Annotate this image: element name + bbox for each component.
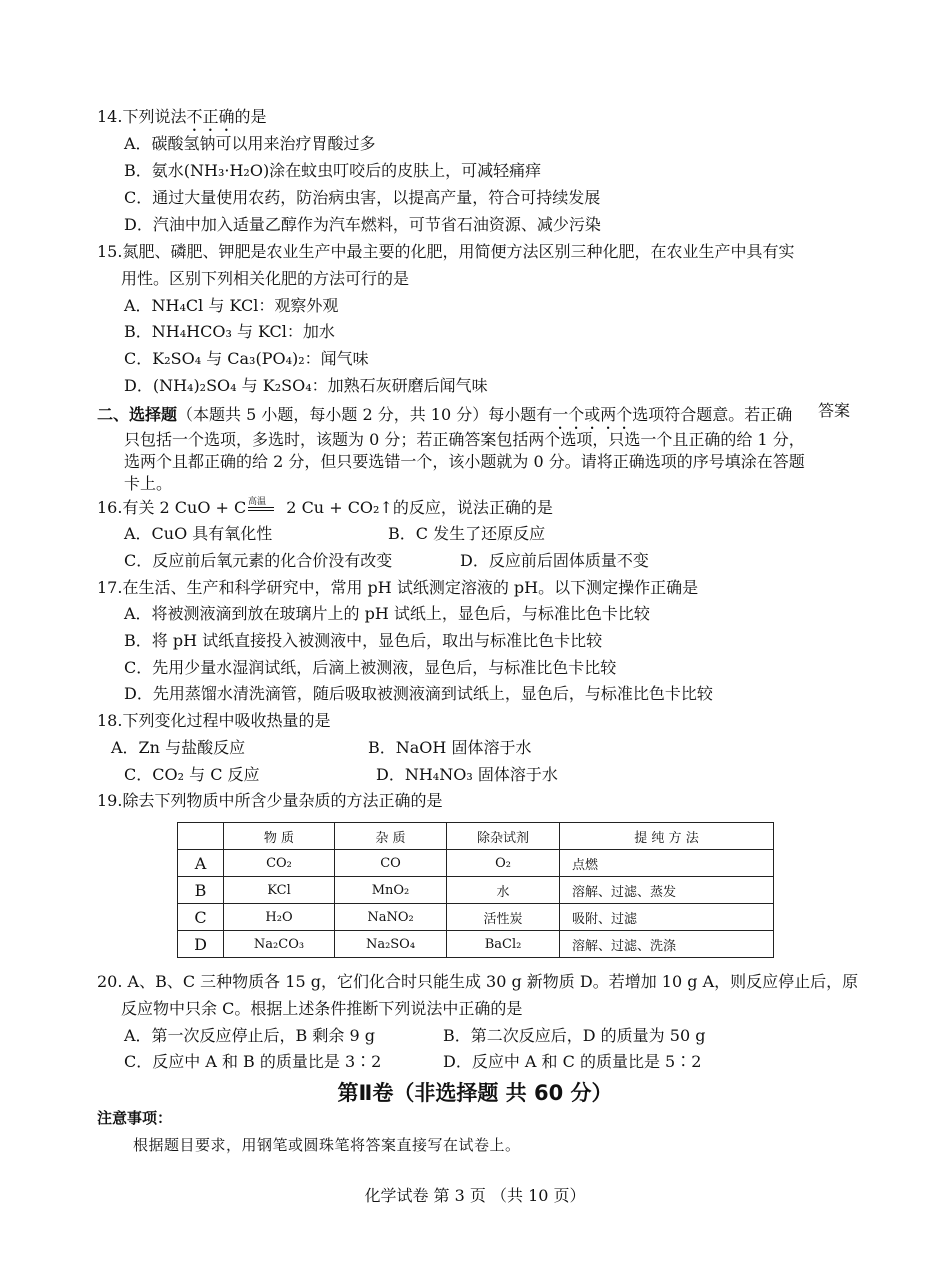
table-cell: CO [335,850,447,877]
q15-option-c: C．K₂SO₄ 与 Ca₃(PO₄)₂：闻气味 [124,349,369,368]
table-header-cell [178,823,224,850]
section2-line3: 选两个且都正确的给 2 分，但只要选错一个，该小题就为 0 分。请将正确选项的序号填涂在答题 [124,452,805,471]
table-row [178,931,774,958]
reaction-condition [248,497,274,511]
q20-option-c: C．反应中 A 和 B 的质量比是 3∶2 [124,1052,382,1071]
q20-option-b: B．第二次反应后，D 的质量为 50 g [443,1026,706,1045]
q18-option-d: D．NH₄NO₃ 固体溶于水 [376,765,558,784]
table-header-cell: 除杂试剂 [447,823,560,850]
table-header-row [178,823,774,850]
stem-text: 2 Cu + CO₂↑的反应，说法正确的是 [286,498,553,517]
q14-option-d: D．汽油中加入适量乙醇作为汽车燃料，可节省石油资源、减少污染 [124,215,601,234]
table-cell: KCl [224,877,335,904]
equals-sign [248,507,274,511]
question-20-stem-line2: 反应物中只余 C。根据上述条件推断下列说法中正确的是 [121,999,523,1018]
table-header-cell: 提 纯 方 法 [560,823,774,850]
question-17-stem: 17.在生活、生产和科学研究中，常用 pH 试纸测定溶液的 pH。以下测定操作正确是 [97,578,699,597]
section2-corner-text: 答案 [818,401,851,420]
notice-label: 注意事项： [97,1109,173,1127]
q17-option-a: A．将被测液滴到放在玻璃片上的 pH 试纸上，显色后，与标准比色卡比较 [124,604,650,623]
q18-option-a: A．Zn 与盐酸反应 [111,738,246,757]
instruction-text: 选项符合题意。若正确 [632,405,793,424]
question-19-stem: 19.除去下列物质中所含少量杂质的方法正确的是 [97,791,443,810]
q16-option-c: C．反应前后氧元素的化合价没有改变 [124,551,393,570]
q14-option-a: A．碳酸氢钠可以用来治疗胃酸过多 [124,134,376,153]
section2-line4: 卡上。 [124,474,173,493]
question-15-stem-line1: 15.氮肥、磷肥、钾肥是农业生产中最主要的化肥，用简便方法区别三种化肥，在农业生产中具有实 [97,242,795,261]
stem-text: 下列说法 [122,107,187,126]
table-cell: O₂ [447,850,560,877]
notice-text: 根据题目要求，用钢笔或圆珠笔将答案直接写在试卷上。 [133,1136,521,1154]
section2-line1 [97,405,792,433]
table-row [178,850,774,877]
table-cell: CO₂ [224,850,335,877]
section2-line2: 只包括一个选项，多选时，该题为 0 分；若正确答案包括两个选项，只选一个且正确的给 1 分， [124,430,805,449]
instruction-text: （本题共 5 小题，每小题 2 分，共 10 分）每小题有 [177,405,553,424]
q16-option-b: B．C 发生了还原反应 [388,524,546,543]
question-15-stem-line2: 用性。区别下列相关化肥的方法可行的是 [121,269,410,288]
table-row [178,904,774,931]
table-cell: D [178,931,224,958]
q16-option-a: A．CuO 具有氧化性 [124,524,273,543]
q15-option-a: A．NH₄Cl 与 KCl：观察外观 [124,296,339,315]
q17-option-c: C．先用少量水湿润试纸，后滴上被测液，显色后，与标准比色卡比较 [124,658,617,677]
table-cell: 活性炭 [447,904,560,931]
q19-table [177,822,774,958]
table-cell: MnO₂ [335,877,447,904]
stem-text: 16.有关 2 CuO + C [97,498,247,517]
table-cell: 溶解、过滤、洗涤 [560,931,774,958]
table-cell: A [178,850,224,877]
question-14-stem [97,107,267,135]
table-cell: NaNO₂ [335,904,447,931]
table-cell: H₂O [224,904,335,931]
table-cell: B [178,877,224,904]
q17-option-d: D．先用蒸馏水清洗滴管，随后吸取被测液滴到试纸上，显色后，与标准比色卡比较 [124,684,713,703]
emphasis-text: 不正确 [186,107,235,126]
q20-option-a: A．第一次反应停止后，B 剩余 9 g [124,1026,375,1045]
page-footer: 化学试卷 第 3 页 （共 10 页） [364,1186,586,1205]
q17-option-b: B．将 pH 试纸直接投入被测液中，显色后，取出与标准比色卡比较 [124,631,603,650]
table-row [178,877,774,904]
table-cell: Na₂CO₃ [224,931,335,958]
stem-text: 的是 [234,107,267,126]
question-16-stem [97,498,553,518]
q15-option-d: D．(NH₄)₂SO₄ 与 K₂SO₄：加熟石灰研磨后闻气味 [124,376,488,395]
question-20-stem-line1: 20. A、B、C 三种物质各 15 g，它们化合时只能生成 30 g 新物质 D。若增加 10 g A，则反应停止后，原 [97,972,859,991]
q14-option-c: C．通过大量使用农药，防治病虫害，以提高产量，符合可持续发展 [124,188,601,207]
q16-option-d: D．反应前后固体质量不变 [460,551,649,570]
table-header-cell: 物 质 [224,823,335,850]
table-cell: C [178,904,224,931]
q14-option-b: B．氨水(NH₃·H₂O)涂在蚊虫叮咬后的皮肤上，可减轻痛痒 [124,161,542,180]
condition-label: 高温 [248,497,267,507]
question-18-stem: 18.下列变化过程中吸收热量的是 [97,711,331,730]
part2-title: 第Ⅱ卷（非选择题 共 60 分） [337,1081,613,1105]
table-cell: Na₂SO₄ [335,931,447,958]
section-title: 二、选择题 [97,405,178,424]
table-cell: 溶解、过滤、蒸发 [560,877,774,904]
table-cell: 点燃 [560,850,774,877]
q18-option-b: B．NaOH 固体溶于水 [368,738,532,757]
table-cell: BaCl₂ [447,931,560,958]
table-cell: 水 [447,877,560,904]
table-header-cell: 杂 质 [335,823,447,850]
q20-option-d: D．反应中 A 和 C 的质量比是 5∶2 [443,1052,702,1071]
emphasis-text: 一个或两个 [552,405,633,424]
q18-option-c: C．CO₂ 与 C 反应 [124,765,260,784]
question-number: 14. [97,107,123,126]
table-cell: 吸附、过滤 [560,904,774,931]
q15-option-b: B．NH₄HCO₃ 与 KCl：加水 [124,322,335,341]
